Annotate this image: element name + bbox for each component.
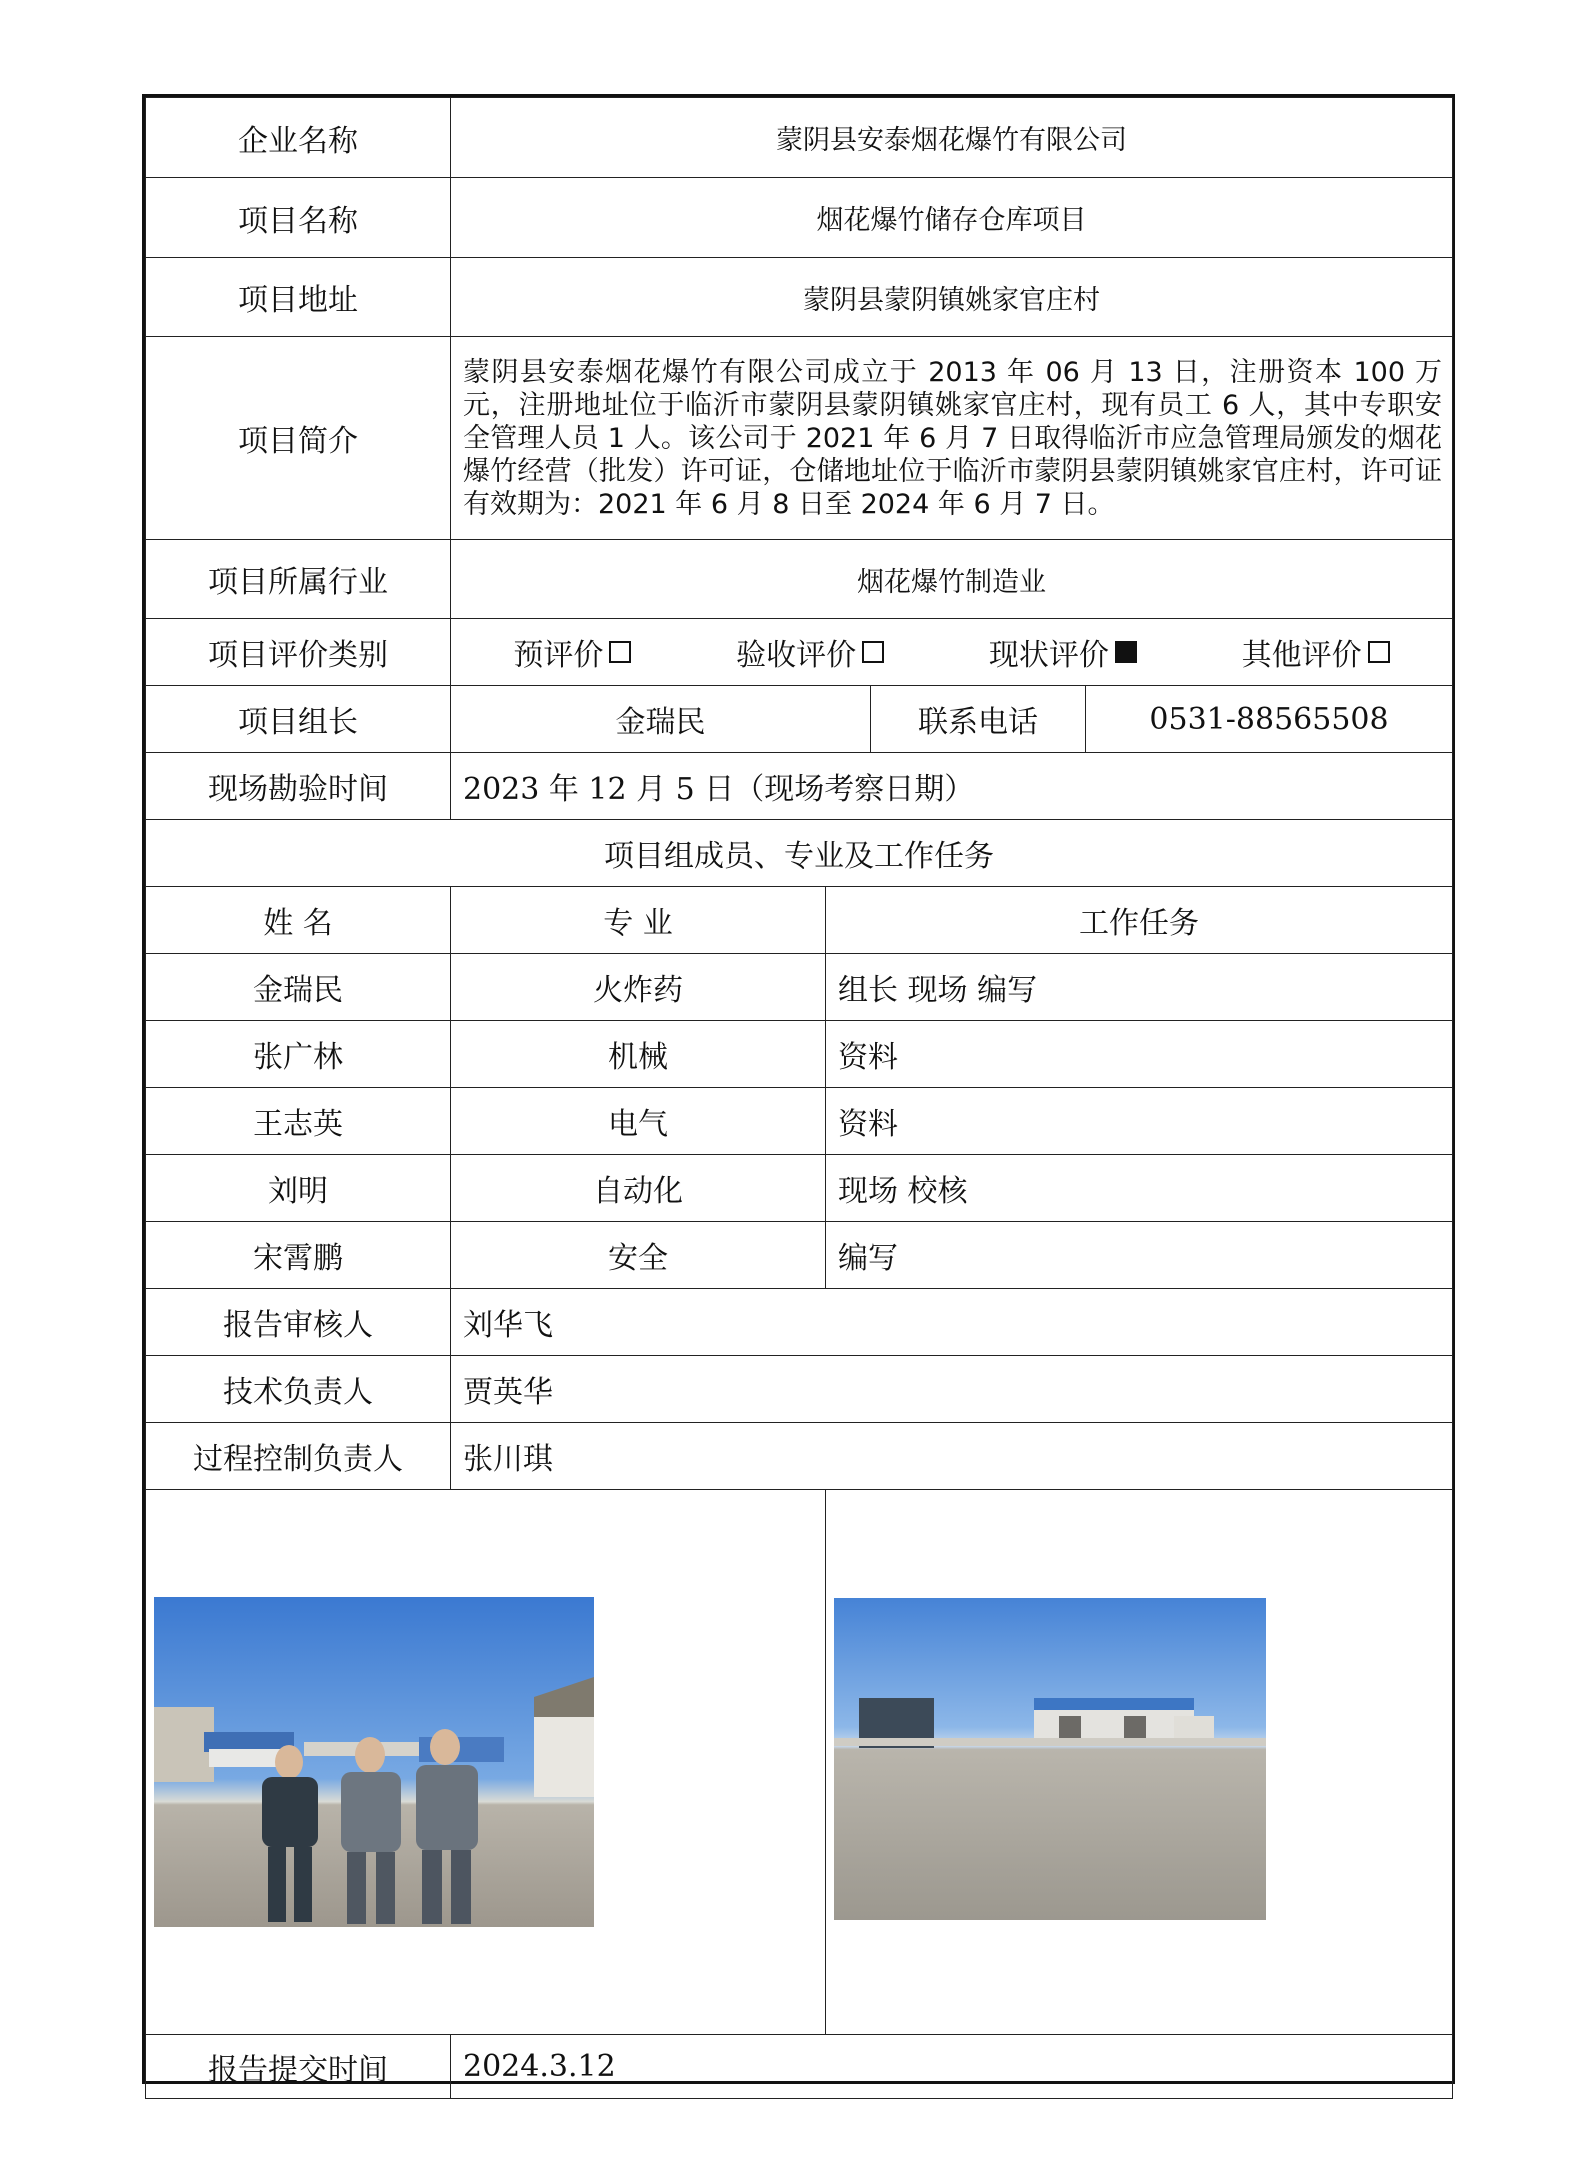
submit-time-value: 2024.3.12 — [451, 2035, 1453, 2099]
team-header-name: 姓 名 — [146, 887, 451, 954]
leader-value: 金瑞民 — [451, 686, 871, 753]
row-team-heading — [146, 820, 1453, 887]
member-name: 张广林 — [146, 1021, 451, 1088]
photo-cell-right — [826, 1490, 1453, 2035]
project-address-label: 项目地址 — [146, 258, 451, 337]
team-header-task: 工作任务 — [826, 887, 1453, 954]
eval-option-current-label: 现状评价 — [988, 638, 1109, 673]
row-process-lead — [146, 1423, 1453, 1490]
member-name: 金瑞民 — [146, 954, 451, 1021]
project-name-label: 项目名称 — [146, 178, 451, 258]
checkbox-pre-eval[interactable] — [609, 641, 631, 663]
form-page — [142, 94, 1455, 2088]
row-reviewer — [146, 1289, 1453, 1356]
process-lead-value: 张川琪 — [451, 1423, 1453, 1490]
checkbox-other-eval[interactable] — [1368, 641, 1390, 663]
site-photo-warehouse — [834, 1598, 1266, 1920]
member-name: 王志英 — [146, 1088, 451, 1155]
team-photo-image — [154, 1597, 594, 1927]
row-leader — [146, 686, 1453, 753]
member-task: 资料 — [826, 1021, 1453, 1088]
phone-value: 0531-88565508 — [1086, 686, 1453, 753]
member-major: 安全 — [451, 1222, 826, 1289]
reviewer-value: 刘华飞 — [451, 1289, 1453, 1356]
industry-label: 项目所属行业 — [146, 540, 451, 619]
member-task: 现场 校核 — [826, 1155, 1453, 1222]
eval-option-current[interactable] — [989, 630, 1137, 674]
member-major: 电气 — [451, 1088, 826, 1155]
checkbox-acceptance-eval[interactable] — [862, 641, 884, 663]
team-header-row — [146, 887, 1453, 954]
process-lead-label: 过程控制负责人 — [146, 1423, 451, 1490]
photo-cell-left — [146, 1490, 826, 2035]
row-project-address — [146, 258, 1453, 337]
survey-time-label: 现场勘验时间 — [146, 753, 451, 820]
survey-time-value: 2023 年 12 月 5 日（现场考察日期） — [451, 753, 1453, 820]
project-intro-label: 项目简介 — [146, 337, 451, 540]
company-value: 蒙阴县安泰烟花爆竹有限公司 — [451, 98, 1453, 178]
member-task: 资料 — [826, 1088, 1453, 1155]
row-eval-type — [146, 619, 1453, 686]
eval-option-pre-label: 预评价 — [513, 638, 604, 673]
row-project-intro — [146, 337, 1453, 540]
tech-lead-label: 技术负责人 — [146, 1356, 451, 1423]
member-name: 刘明 — [146, 1155, 451, 1222]
tech-lead-value: 贾英华 — [451, 1356, 1453, 1423]
leader-label: 项目组长 — [146, 686, 451, 753]
site-photo-team — [154, 1597, 594, 1927]
row-submit-time — [146, 2035, 1453, 2099]
row-photos — [146, 1490, 1453, 2035]
company-label: 企业名称 — [146, 98, 451, 178]
row-project-name — [146, 178, 1453, 258]
table-row — [146, 1155, 1453, 1222]
eval-option-acceptance[interactable] — [736, 630, 884, 674]
team-header-major: 专 业 — [451, 887, 826, 954]
project-name-value: 烟花爆竹储存仓库项目 — [451, 178, 1453, 258]
row-survey-time — [146, 753, 1453, 820]
row-company — [146, 98, 1453, 178]
eval-option-other[interactable] — [1242, 630, 1390, 674]
eval-option-pre[interactable] — [513, 630, 631, 674]
warehouse-photo-image — [834, 1598, 1266, 1920]
eval-type-label: 项目评价类别 — [146, 619, 451, 686]
row-industry — [146, 540, 1453, 619]
member-name: 宋霄鹏 — [146, 1222, 451, 1289]
member-major: 机械 — [451, 1021, 826, 1088]
project-address-value: 蒙阴县蒙阴镇姚家官庄村 — [451, 258, 1453, 337]
checkbox-current-eval[interactable] — [1115, 641, 1137, 663]
phone-label: 联系电话 — [871, 686, 1086, 753]
project-info-table — [145, 97, 1453, 2099]
table-row — [146, 1088, 1453, 1155]
eval-option-acceptance-label: 验收评价 — [736, 638, 857, 673]
eval-option-other-label: 其他评价 — [1241, 638, 1362, 673]
table-row — [146, 1021, 1453, 1088]
eval-type-options — [451, 619, 1453, 686]
table-row — [146, 954, 1453, 1021]
member-task: 组长 现场 编写 — [826, 954, 1453, 1021]
member-task: 编写 — [826, 1222, 1453, 1289]
project-intro-value: 蒙阴县安泰烟花爆竹有限公司成立于 2013 年 06 月 13 日，注册资本 100 万元，注册地址位于临沂市蒙阴县蒙阴镇姚家官庄村，现有员工 6 人，其中专职安全管理人员 1 人。该公司于 2021 年 6 月 7 日取得临沂市应急管理局颁发的烟花爆竹经营（批发）许可证，仓储地址位于临沂市蒙阴县蒙阴镇姚家官庄村，许可证有效期为：2021 年 6 月 8 日至 2024 年 6 月 7 日。 — [451, 337, 1453, 540]
member-major: 火炸药 — [451, 954, 826, 1021]
row-tech-lead — [146, 1356, 1453, 1423]
reviewer-label: 报告审核人 — [146, 1289, 451, 1356]
team-heading: 项目组成员、专业及工作任务 — [146, 820, 1453, 887]
industry-value: 烟花爆竹制造业 — [451, 540, 1453, 619]
submit-time-label: 报告提交时间 — [146, 2035, 451, 2099]
table-row — [146, 1222, 1453, 1289]
member-major: 自动化 — [451, 1155, 826, 1222]
